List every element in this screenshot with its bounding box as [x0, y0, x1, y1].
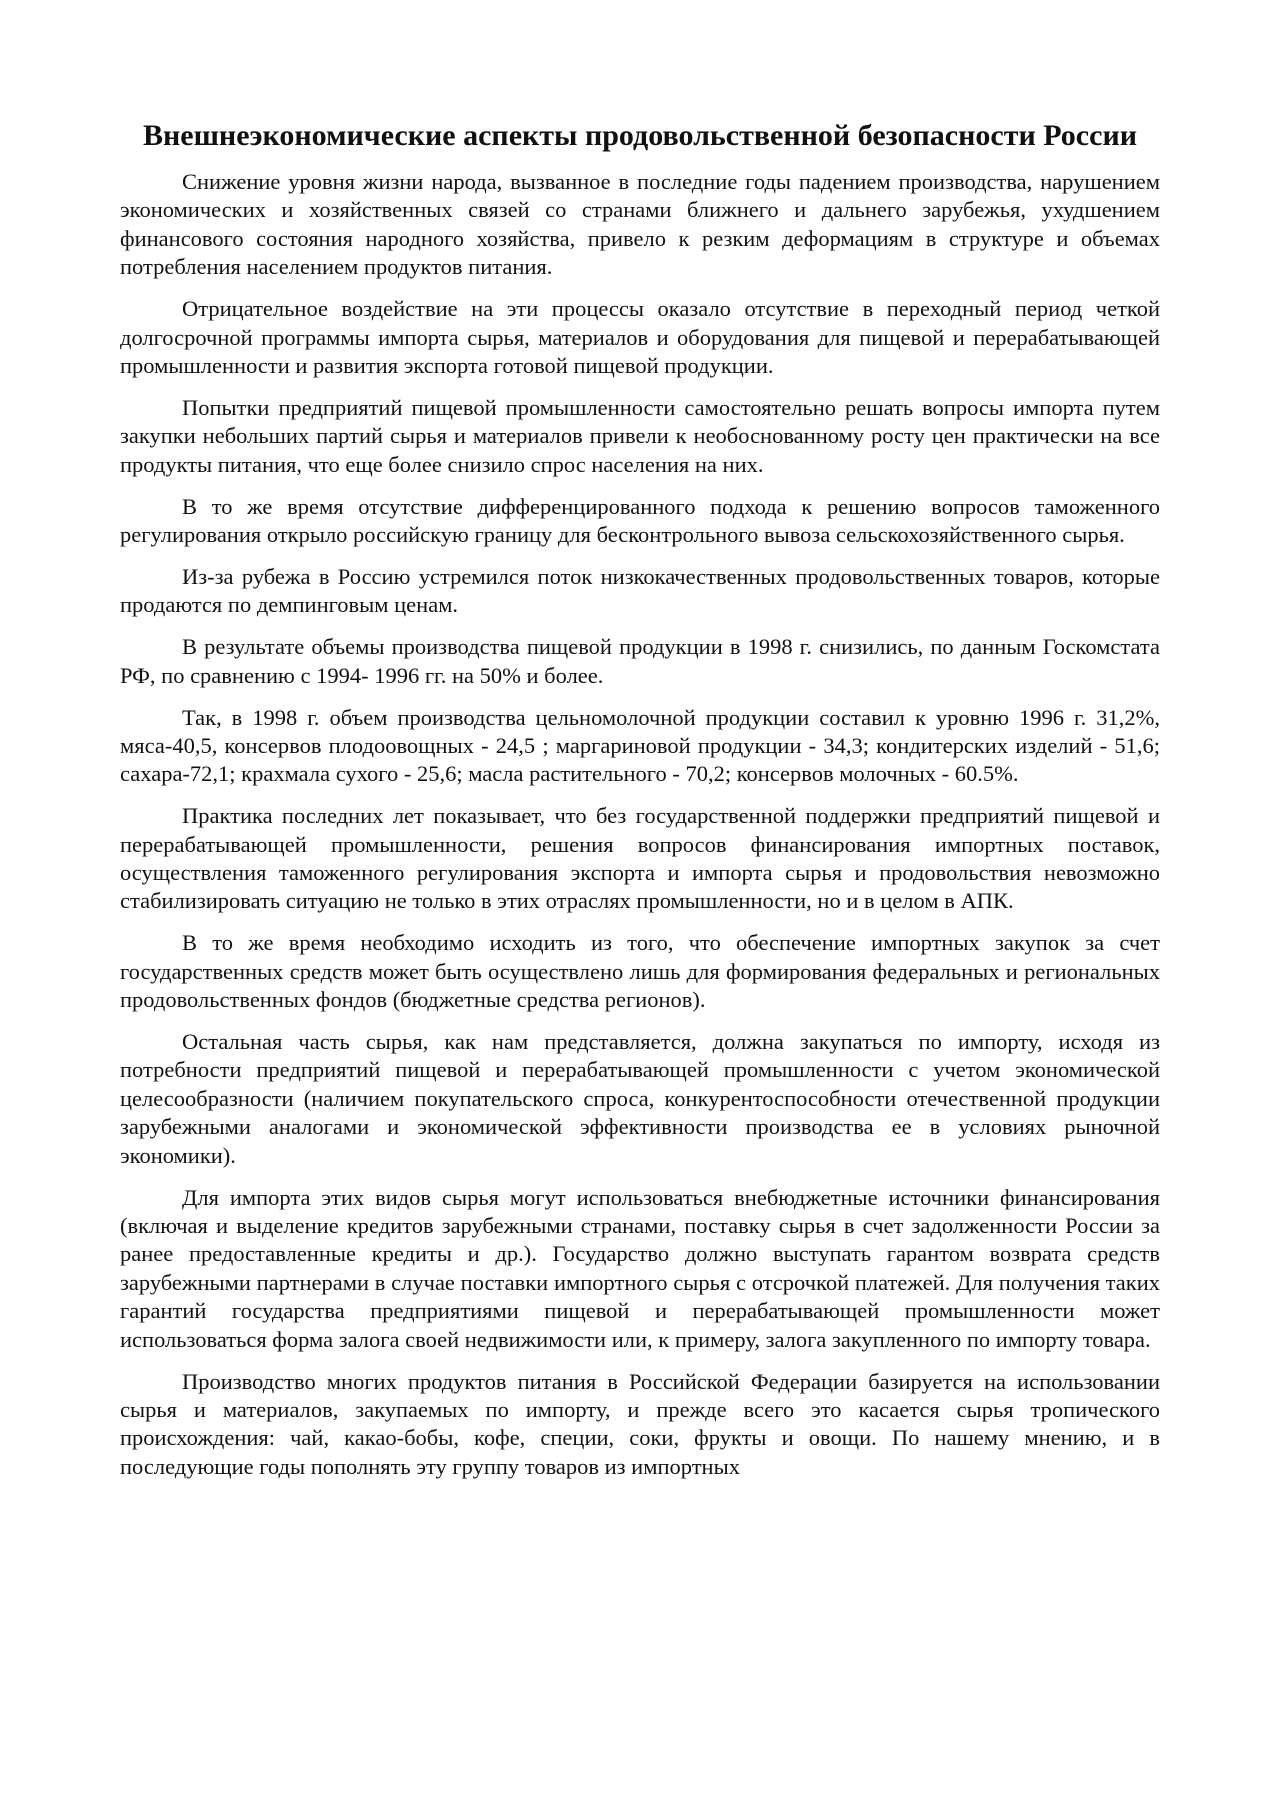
- document-title: Внешнеэкономические аспекты продовольственной безопасности России: [142, 119, 1138, 152]
- paragraph: Для импорта этих видов сырья могут использоваться внебюджетные источники финансирования (включая и выделение кредитов зарубежными странами, поставку сырья в счет задолженности России за ранее предоставленные кредиты и др.). Государство должно выступать гарантом возврата средств зарубежными партнерами в случае поставки импортного сырья с отсрочкой платежей. Для получения таких гарантий государства предприятиями пищевой и перерабатывающей промышленности может использоваться форма залога своей недвижимости или, к примеру, залога закупленного по импорту товара.: [120, 1184, 1160, 1352]
- paragraph: Остальная часть сырья, как нам представляется, должна закупаться по импорту, исходя из потребности предприятий пищевой и перерабатывающей промышленности с учетом экономической целесообразности (наличием покупательского спроса, конкурентоспособности отечественной продукции зарубежными аналогами и экономической эффективности производства ее в условиях рыночной экономики).: [120, 1029, 1160, 1168]
- paragraph: Производство многих продуктов питания в Российской Федерации базируется на использовании сырья и материалов, закупаемых по импорту, и прежде всего это касается сырья тропического происхождения: чай, какао-бобы, кофе, специи, соки, фрукты и овощи. По нашему мнению, и в последующие годы пополнять эту группу товаров из импортных: [120, 1368, 1160, 1479]
- paragraph: В результате объемы производства пищевой продукции в 1998 г. снизились, по данным Госкомстата РФ, по сравнению с 1994- 1996 гг. на 50% и более.: [120, 634, 1160, 688]
- paragraph: Так, в 1998 г. объем производства цельномолочной продукции составил к уровню 1996 г. 31,2%, мяса-40,5, консервов плодоовощных - 24,5 ; маргариновой продукции - 34,3; кондитерских изделий - 51,6; сахара-72,1; крахмала сухого - 25,6; масла растительного - 70,2; консервов молочных - 60.5%.: [120, 704, 1160, 787]
- paragraph: Снижение уровня жизни народа, вызванное в последние годы падением производства, нарушением экономических и хозяйственных связей со странами ближнего и дальнего зарубежья, ухудшением финансового состояния народного хозяйства, привело к резким деформациям в структуре и объемах потребления населением продуктов питания.: [120, 169, 1160, 280]
- paragraph: Практика последних лет показывает, что без государственной поддержки предприятий пищевой и перерабатывающей промышленности, решения вопросов финансирования импортных поставок, осуществления таможенного регулирования экспорта и импорта сырья и продовольствия невозможно стабилизировать ситуацию не только в этих отраслях промышленности, но и в целом в АПК.: [120, 803, 1160, 914]
- paragraph: В то же время необходимо исходить из того, что обеспечение импортных закупок за счет государственных средств может быть осуществлено лишь для формирования федеральных и региональных продовольственных фондов (бюджетные средства регионов).: [120, 930, 1160, 1013]
- paragraph: Отрицательное воздействие на эти процессы оказало отсутствие в переходный период четкой долгосрочной программы импорта сырья, материалов и оборудования для пищевой и перерабатывающей промышленности и развития экспорта готовой пищевой продукции.: [120, 296, 1160, 378]
- paragraph: Из-за рубежа в Россию устремился поток низкокачественных продовольственных товаров, которые продаются по демпинговым ценам.: [120, 563, 1160, 618]
- paragraph: Попытки предприятий пищевой промышленности самостоятельно решать вопросы импорта путем закупки небольших партий сырья и материалов привели к необоснованному росту цен практически на все продукты питания, что еще более снизило спрос населения на них.: [120, 394, 1160, 477]
- paragraph: В то же время отсутствие дифференцированного подхода к решению вопросов таможенного регулирования открыло российскую границу для бесконтрольного вывоза сельскохозяйственного сырья.: [120, 493, 1160, 547]
- document-page: [120, 118, 1160, 1495]
